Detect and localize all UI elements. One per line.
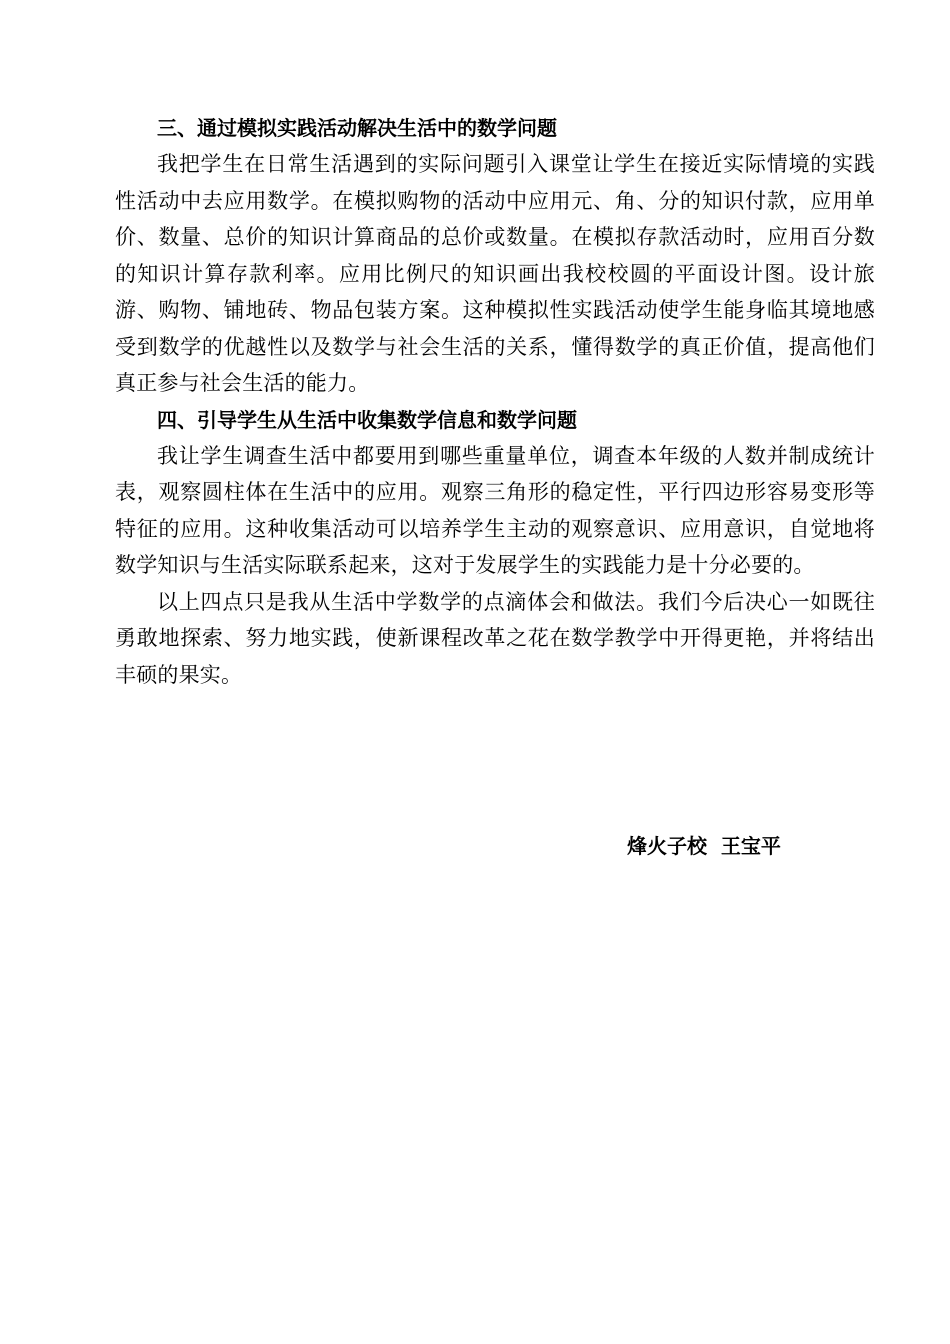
section-paragraph-3: 我把学生在日常生活遇到的实际问题引入课堂让学生在接近实际情境的实践性活动中去应用数学。在模拟购物的活动中应用元、角、分的知识付款，应用单价、数量、总价的知识计算商品的总价或数量。在模拟存款活动时，应用百分数的知识计算存款利率。应用比例尺的知识画出我校校圆的平面设计图。设计旅游、购物、铺地砖、物品包装方案。这种模拟性实践活动使学生能身临其境地感受到数学的优越性以及数学与社会生活的关系，懂得数学的真正价值，提高他们真正参与社会生活的能力。 xyxy=(115,152,875,395)
conclusion-paragraph: 以上四点只是我从生活中学数学的点滴体会和做法。我们今后决心一如既往勇敢地探索、努力地实践，使新课程改革之花在数学教学中开得更艳，并将结出丰硕的果实。 xyxy=(115,589,875,687)
author-signature: 烽火子校 王宝平 xyxy=(627,834,781,858)
document-body xyxy=(115,110,875,693)
section-paragraph-4: 我让学生调查生活中都要用到哪些重量单位，调查本年级的人数并制成统计表，观察圆柱体在生活中的应用。观察三角形的稳定性，平行四边形容易变形等特征的应用。这种收集活动可以培养学生主动的观察意识、应用意识，自觉地将数学知识与生活实际联系起来，这对于发展学生的实践能力是十分必要的。 xyxy=(115,443,875,577)
section-heading-4: 四、引导学生从生活中收集数学信息和数学问题 xyxy=(157,407,577,432)
section-heading-3: 三、通过模拟实践活动解决生活中的数学问题 xyxy=(157,116,557,140)
